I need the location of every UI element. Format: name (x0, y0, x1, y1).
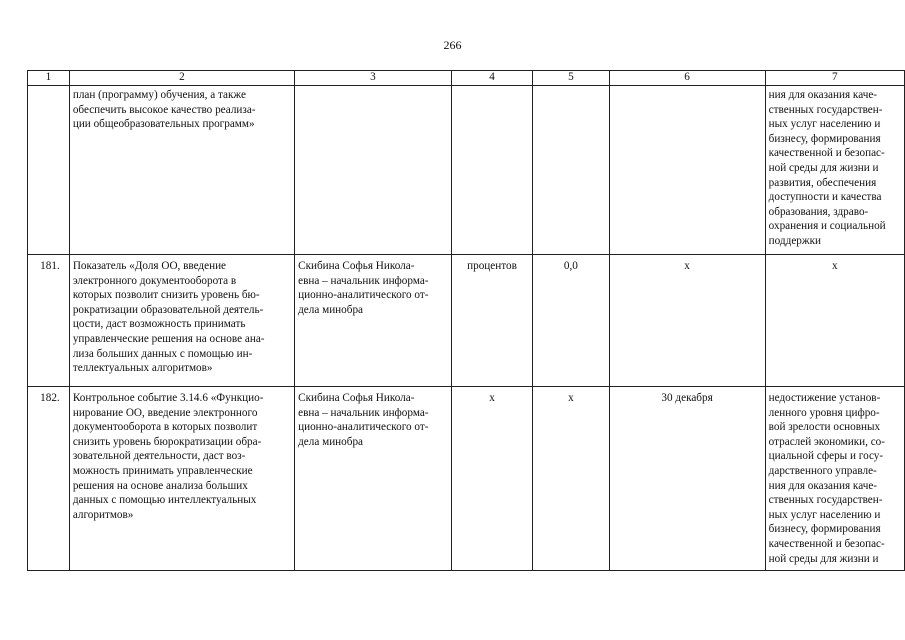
text-line: ния для оказания каче- (768, 479, 878, 492)
text-line: охранения и социальной (768, 220, 886, 233)
text-line: которых позволит снизить уровень бю- (72, 289, 260, 302)
text-line: ленного уровня цифро- (768, 406, 880, 419)
text-line: ной среды для жизни и (768, 552, 879, 565)
text-line: дела минобра (298, 435, 364, 448)
text-line: лиза больших данных с помощью ин- (72, 347, 253, 360)
row-number-cell: 182. (28, 387, 70, 571)
text-line: бизнесу, формирования (768, 132, 881, 145)
text-line: х (832, 260, 838, 272)
text-line: евна – начальник информа- (298, 406, 429, 419)
risk-cell (765, 255, 904, 387)
text-line: рократизации образовательной деятель- (72, 303, 264, 316)
value-cell: х (533, 387, 609, 571)
text-line: алгоритмов» (72, 508, 134, 521)
text-line: дарственного управле- (768, 464, 877, 477)
event-name-cell (69, 255, 294, 387)
event-name-cell (69, 86, 294, 255)
table-row (28, 387, 905, 571)
row-number-cell (28, 86, 70, 255)
text-line: циальной сферы и госу- (768, 450, 884, 463)
header-row (28, 71, 905, 86)
text-line: евна – начальник информа- (298, 274, 429, 287)
text-line: бизнесу, формирования (768, 523, 881, 536)
text-line: качественной и безопас- (768, 147, 885, 160)
text-line: вой зрелости основных (768, 421, 881, 434)
deadline-cell: 30 декабря (609, 387, 765, 571)
text-line: Скибина Софья Никола- (298, 392, 415, 404)
unit-cell: процентов (451, 255, 533, 387)
text-line: теллектуальных алгоритмов» (72, 362, 213, 375)
text-line: ния для оказания каче- (768, 89, 878, 101)
value-cell: 0,0 (533, 255, 609, 387)
text-line: ственных государствен- (768, 494, 883, 507)
text-line: ционно-аналитического от- (298, 289, 429, 302)
text-line: электронного документооборота в (72, 274, 237, 287)
text-line: данных с помощью интеллектуальных (72, 494, 257, 507)
text-line: решения на основе анализа больших (72, 479, 248, 492)
header-col-6: 6 (609, 71, 765, 86)
text-line: управленческие решения на основе ана- (72, 332, 265, 345)
text-line: образования, здраво- (768, 205, 869, 218)
deadline-cell: х (609, 255, 765, 387)
deadline-cell (609, 86, 765, 255)
text-line: ной среды для жизни и (768, 161, 879, 174)
unit-cell: х (451, 387, 533, 571)
header-col-2: 2 (69, 71, 294, 86)
risk-cell (765, 86, 904, 255)
plan-table (27, 70, 905, 571)
table-row (28, 255, 905, 387)
text-line: отраслей экономики, со- (768, 435, 885, 448)
row-number-cell: 181. (28, 255, 70, 387)
text-line: доступности и качества (768, 191, 882, 204)
event-name-cell (69, 387, 294, 571)
text-line: зовательной деятельности, даст воз- (72, 450, 246, 463)
header-col-1: 1 (28, 71, 70, 86)
text-line: документооборота в которых позволит (72, 421, 258, 434)
text-line: качественной и безопас- (768, 537, 885, 550)
text-line: Показатель «Доля ОО, введение (72, 260, 227, 272)
header-col-3: 3 (295, 71, 452, 86)
text-line: Контрольное событие 3.14.6 «Функцио- (72, 392, 264, 404)
text-line: недостижение установ- (768, 392, 881, 404)
text-line: цости, даст возможность принимать (72, 318, 246, 331)
text-line: план (программу) обучения, а также (72, 89, 246, 101)
text-line: ных услуг населению и (768, 118, 881, 131)
text-line: нирование ОО, введение электронного (72, 406, 258, 419)
text-line: дела минобра (298, 303, 364, 316)
text-line: ных услуг населению и (768, 508, 881, 521)
text-line: ственных государствен- (768, 103, 883, 116)
text-line: поддержки (768, 234, 822, 247)
responsible-cell (295, 86, 452, 255)
text-line: можность принимать управленческие (72, 464, 253, 477)
table-row (28, 86, 905, 255)
text-line: ции общеобразовательных программ» (72, 118, 255, 131)
text-line: развития, обеспечения (768, 176, 877, 189)
responsible-cell (295, 255, 452, 387)
page-number: 266 (443, 38, 462, 52)
header-col-5: 5 (533, 71, 609, 86)
text-line: снизить уровень бюрократизации обра- (72, 435, 262, 448)
risk-cell (765, 387, 904, 571)
responsible-cell (295, 387, 452, 571)
header-col-7: 7 (765, 71, 904, 86)
text-line: Скибина Софья Никола- (298, 260, 415, 272)
text-line: обеспечить высокое качество реализа- (72, 103, 256, 116)
unit-cell (451, 86, 533, 255)
header-col-4: 4 (451, 71, 533, 86)
text-line: ционно-аналитического от- (298, 421, 429, 434)
value-cell (533, 86, 609, 255)
